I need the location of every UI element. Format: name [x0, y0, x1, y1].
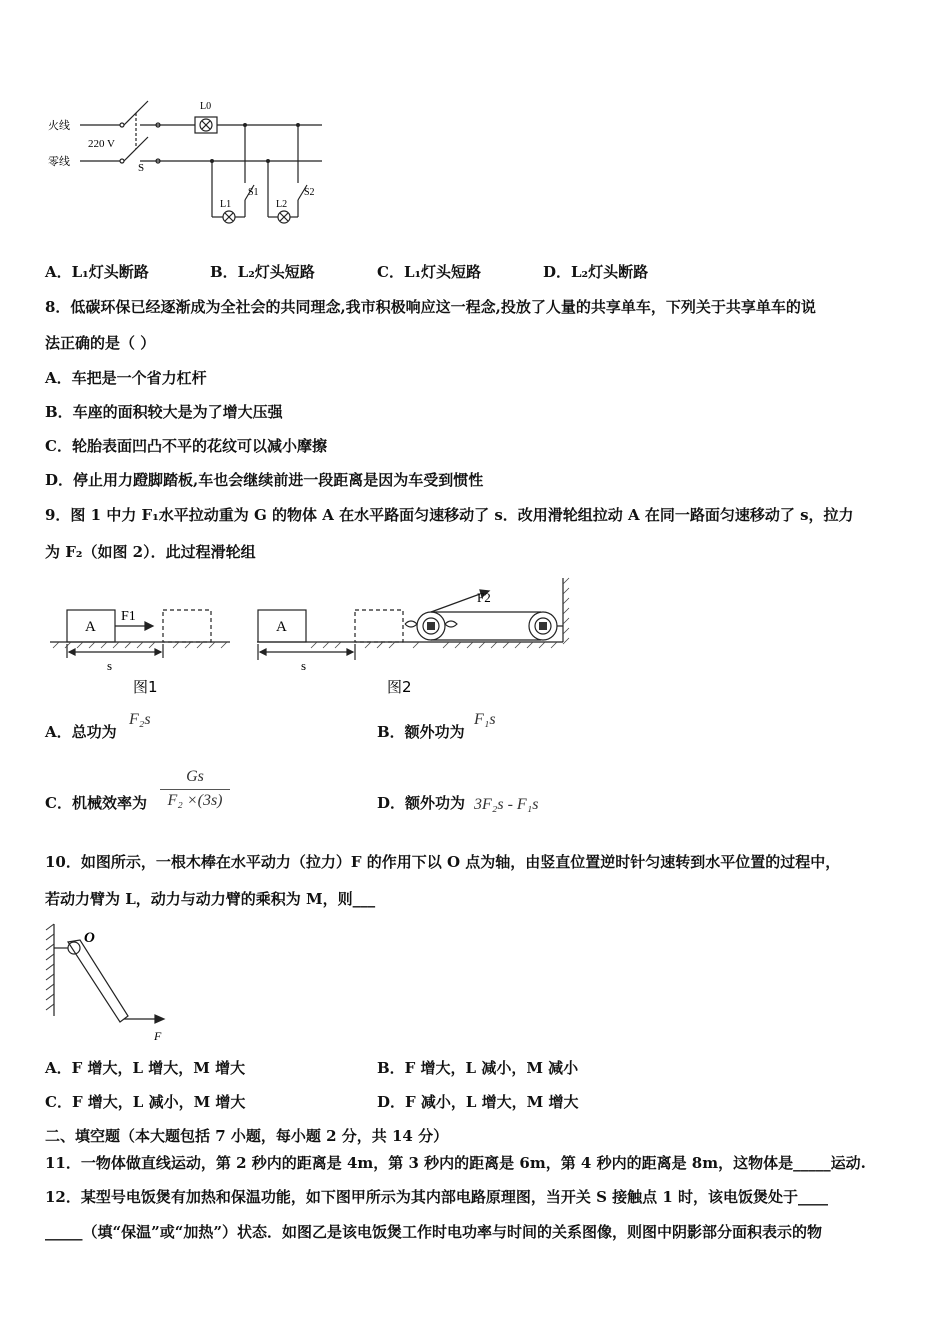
- q9-option-b-math: F₁s: [474, 711, 496, 728]
- q9-option-d-label: D．额外功为: [377, 794, 466, 812]
- force-label: F: [154, 1029, 162, 1043]
- q7-option-b: B．L₂灯头短路: [210, 263, 315, 281]
- fig1-distance-label: s: [107, 658, 113, 673]
- q9-option-b-label: B．额外功为: [377, 723, 465, 741]
- switch-label: S: [138, 162, 145, 174]
- q8-option-a: A．车把是一个省力杠杆: [45, 369, 207, 387]
- q7-option-c: C．L₁灯头短路: [377, 263, 482, 281]
- fig2-distance-label: s: [301, 658, 307, 673]
- q9-stem-line2: 为 F₂（如图 2）．此过程滑轮组: [45, 543, 256, 561]
- q11-stem: 11．一物体做直线运动，第 2 秒内的距离是 4m，第 3 秒内的距离是 6m，第 4 秒内的距离是 8m，这物体是_____运动.: [45, 1154, 866, 1172]
- switch-s1-label: S1: [248, 187, 259, 198]
- q10-stem-line2: 若动力臂为 L，动力与动力臂的乘积为 M，则___: [45, 890, 376, 908]
- lever-rod-figure: [40, 920, 180, 1044]
- q10-option-b: B．F 增大，L 减小，M 减小: [377, 1059, 579, 1077]
- q9-stem-line1: 9．图 1 中力 F₁水平拉动重为 G 的物体 A 在水平路面匀速移动了 s．改用滑轮组拉动 A 在同一路面匀速移动了 s，拉力: [45, 506, 854, 524]
- q9-option-c-label: C．机械效率为: [45, 794, 147, 812]
- circuit-diagram: [40, 95, 340, 235]
- fig2-caption: 图2: [387, 678, 412, 696]
- q10-stem-line1: 10．如图所示，一根木棒在水平动力（拉力）F 的作用下以 O 点为轴，由竖直位置逆时针匀速转到水平位置的过程中，: [45, 853, 841, 871]
- q9-option-d-math: 3F₂s - F₁s: [474, 796, 539, 813]
- neutral-wire-label: 零线: [48, 155, 70, 168]
- lamp-l2-label: L2: [276, 199, 288, 210]
- q10-option-d: D．F 减小，L 增大，M 增大: [377, 1093, 579, 1111]
- q12-stem-line2: _____（填“保温”或“加热”）状态．如图乙是该电饭煲工作时电功率与时间的关系图像，则图中阴影部分面积表示的物: [45, 1223, 823, 1241]
- fig2-force-label: F2: [477, 590, 491, 605]
- q7-option-d: D．L₂灯头断路: [543, 263, 649, 281]
- pivot-label: O: [84, 930, 95, 946]
- fig1-caption: 图1: [133, 678, 158, 696]
- q7-option-a: A．L₁灯头断路: [45, 263, 149, 281]
- lamp-l1-label: L1: [220, 199, 232, 210]
- figure-2-pulley-system: [255, 574, 575, 698]
- q9-option-a-math: F₂s: [129, 711, 151, 728]
- q10-option-c: C．F 增大，L 减小，M 增大: [45, 1093, 246, 1111]
- voltage-label: 220 V: [88, 138, 115, 150]
- fig2-block-label: A: [276, 619, 287, 635]
- q8-stem-line1: 8．低碳环保已经逐渐成为全社会的共同理念,我市积极响应这一程念,投放了人量的共享单车，下列关于共享单车的说: [45, 298, 816, 316]
- q8-option-d: D．停止用力蹬脚踏板,车也会继续前进一段距离是因为车受到惯性: [45, 471, 484, 489]
- figure-1-pulling-block: [45, 598, 235, 698]
- q8-option-c: C．轮胎表面凹凸不平的花纹可以减小摩擦: [45, 437, 327, 455]
- section-heading: 二、填空题（本大题包括 7 小题，每小题 2 分，共 14 分）: [45, 1127, 449, 1145]
- switch-s2-label: S2: [304, 187, 315, 198]
- fraction-bar: [160, 789, 230, 790]
- q12-stem-line1: 12．某型号电饭煲有加热和保温功能，如下图甲所示为其内部电路原理图，当开关 S 接触点 1 时，该电饭煲处于____: [45, 1188, 829, 1206]
- live-wire-label: 火线: [48, 119, 70, 132]
- q10-option-a: A．F 增大，L 增大，M 增大: [45, 1059, 246, 1077]
- q9-option-c-numerator: Gs: [186, 768, 204, 785]
- fig1-force-label: F1: [121, 609, 136, 624]
- q8-option-b: B．车座的面积较大是为了增大压强: [45, 403, 283, 421]
- q8-stem-line2: 法正确的是（ ）: [45, 334, 156, 352]
- fig1-block-label: A: [85, 619, 96, 635]
- q9-option-a-label: A．总功为: [45, 723, 117, 741]
- q9-option-c-denominator: F₂ ×(3s): [167, 792, 223, 809]
- lamp-l0-label: L0: [200, 101, 212, 112]
